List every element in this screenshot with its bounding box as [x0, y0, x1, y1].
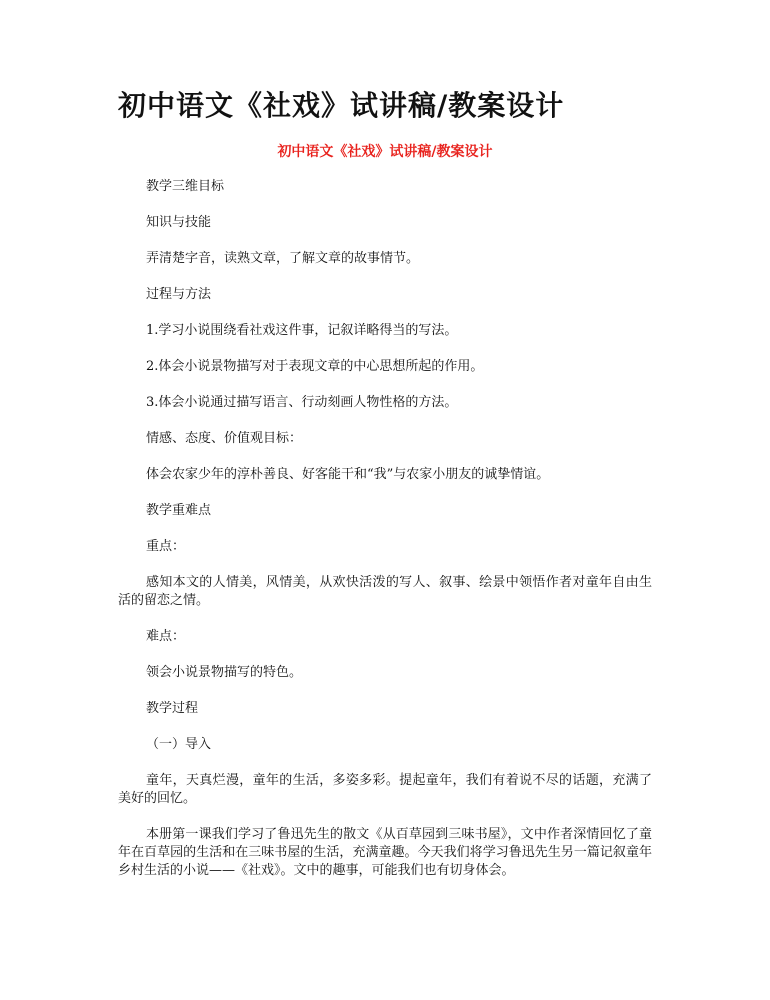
heading-teaching-process: 教学过程: [146, 701, 199, 716]
heading-key-difficulties: 教学重难点: [146, 503, 212, 518]
heading-knowledge-skills: 知识与技能: [146, 215, 212, 230]
document-subtitle: 初中语文《社戏》试讲稿/教案设计: [277, 144, 493, 160]
list-item-method-1: 1.学习小说围绕看社戏这件事，记叙详略得当的写法。: [146, 323, 458, 338]
paragraph-childhood: 童年，天真烂漫，童年的生活，多姿多彩。提起童年，我们有着说不尽的话题，充满了美好的回忆。: [118, 773, 652, 806]
heading-emotion-values: 情感、态度、价值观目标：: [146, 431, 303, 446]
label-difficulty: 难点：: [146, 629, 186, 644]
paragraph-knowledge-skills: 弄清楚字音，读熟文章，了解文章的故事情节。: [146, 251, 420, 266]
list-item-method-2: 2.体会小说景物描写对于表现文章的中心思想所起的作用。: [146, 359, 484, 374]
label-key-point: 重点：: [146, 539, 186, 554]
heading-three-dimensional-goals: 教学三维目标: [146, 179, 225, 194]
document-title: 初中语文《社戏》试讲稿/教案设计: [118, 89, 565, 122]
heading-process-methods: 过程与方法: [146, 287, 212, 302]
paragraph-lesson-intro: 本册第一课我们学习了鲁迅先生的散文《从百草园到三味书屋》，文中作者深情回忆了童年在百草园的生活和在三味书屋的生活，充满童趣。今天我们将学习鲁迅先生另一篇记叙童年乡村生活的小说——《社戏》。文中的趣事，可能我们也有切身体会。: [118, 827, 652, 878]
list-item-method-3: 3.体会小说通过描写语言、行动刻画人物性格的方法。: [146, 395, 458, 410]
paragraph-key-point: 感知本文的人情美，风情美，从欢快活泼的写人、叙事、绘景中领悟作者对童年自由生活的留恋之情。: [118, 575, 652, 608]
heading-introduction: （一）导入: [146, 737, 212, 752]
paragraph-emotion-values: 体会农家少年的淳朴善良、好客能干和“我”与农家小朋友的诚挚情谊。: [146, 467, 550, 482]
paragraph-difficulty: 领会小说景物描写的特色。: [146, 665, 303, 680]
